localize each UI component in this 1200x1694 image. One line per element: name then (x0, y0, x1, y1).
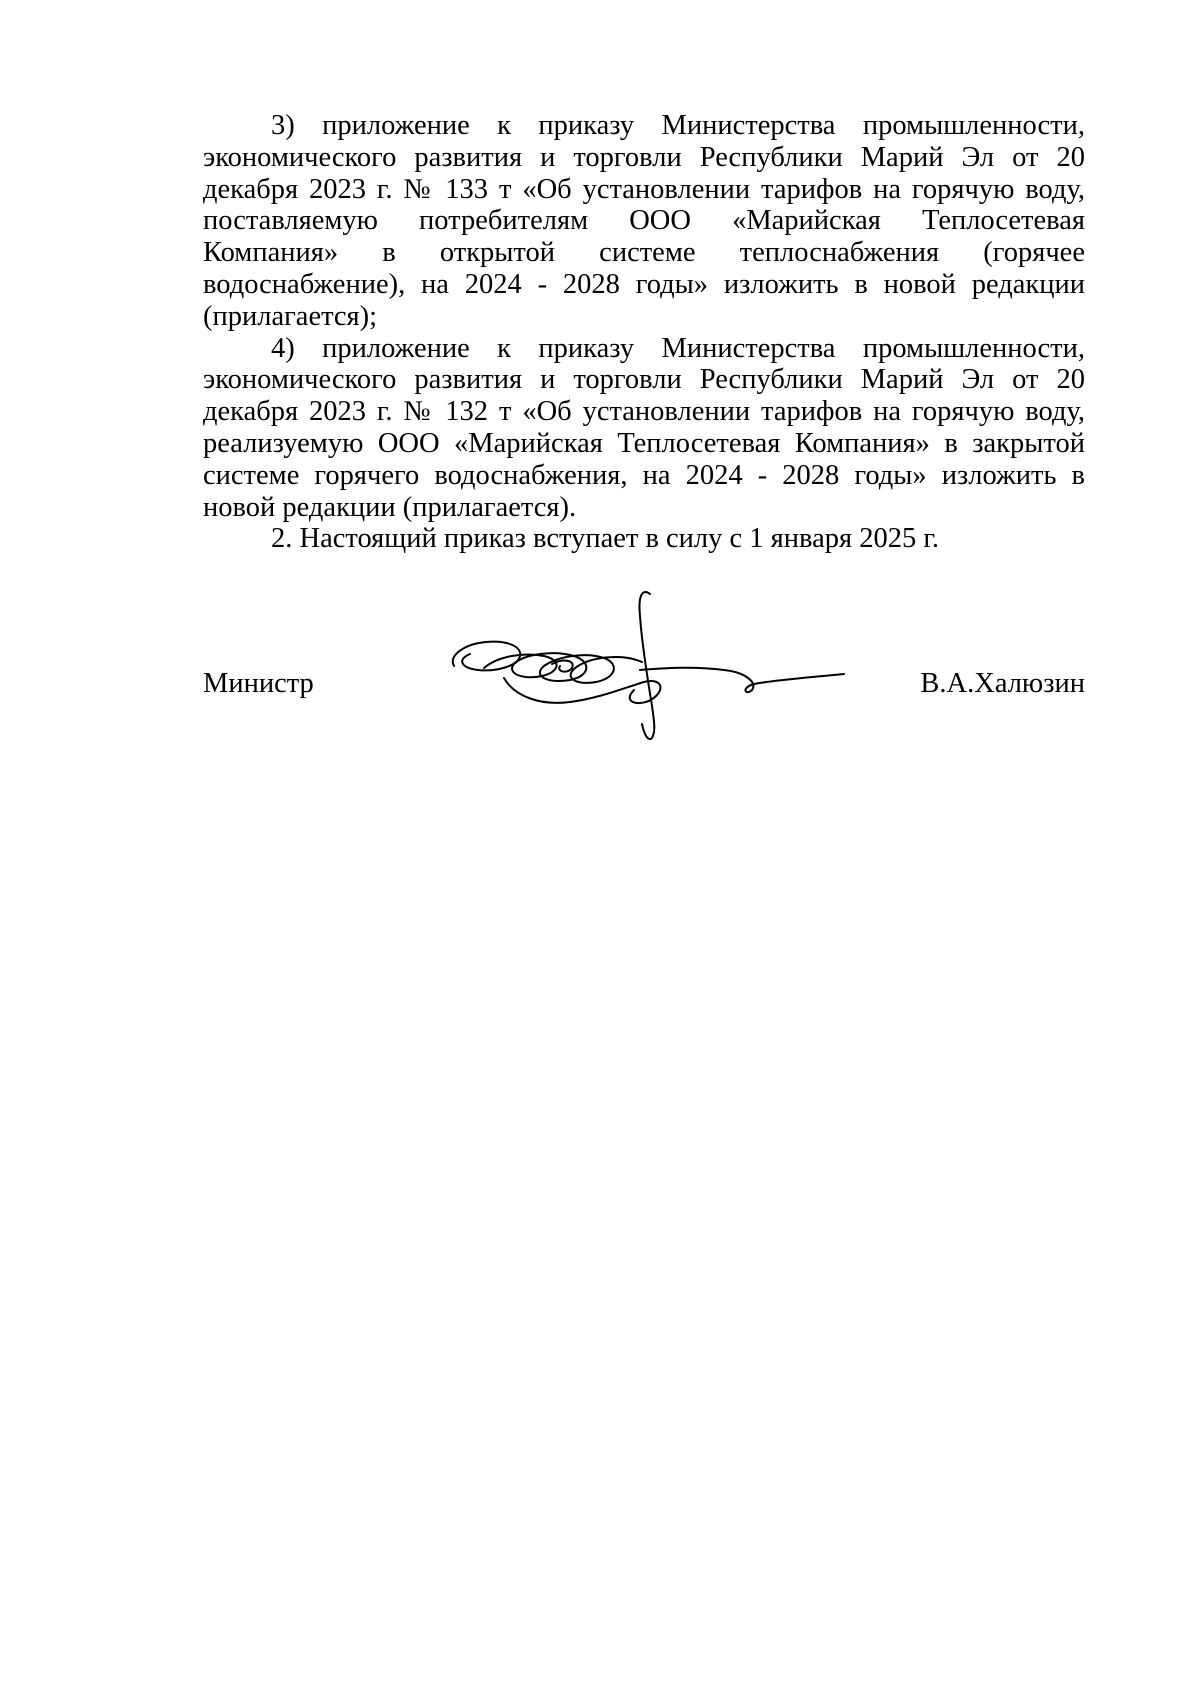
signer-position: Министр (203, 668, 314, 699)
document-body (203, 110, 1085, 555)
signer-name: В.А.Халюзин (920, 668, 1085, 699)
paragraph-item-3: 3) приложение к приказу Министерства промышленности, экономического развития и торговли Республики Марий Эл от 20 декабря 2023 г. № 133 т «Об установлении тарифов на горячую воду, поставляемую потребителям ООО «Марийская Теплосетевая Компания» в открытой системе теплоснабжения (горячее водоснабжение), на 2024 - 2028 годы» изложить в новой редакции (прилагается); (203, 110, 1085, 332)
handwritten-signature (444, 586, 874, 746)
paragraph-item-4: 4) приложение к приказу Министерства промышленности, экономического развития и торговли Республики Марий Эл от 20 декабря 2023 г. № 132 т «Об установлении тарифов на горячую воду, реализуемую ООО «Марийская Теплосетевая Компания» в закрытой системе горячего водоснабжения, на 2024 - 2028 годы» изложить в новой редакции (прилагается). (203, 332, 1085, 523)
paragraph-effective-date: 2. Настоящий приказ вступает в силу с 1 января 2025 г. (271, 523, 939, 555)
